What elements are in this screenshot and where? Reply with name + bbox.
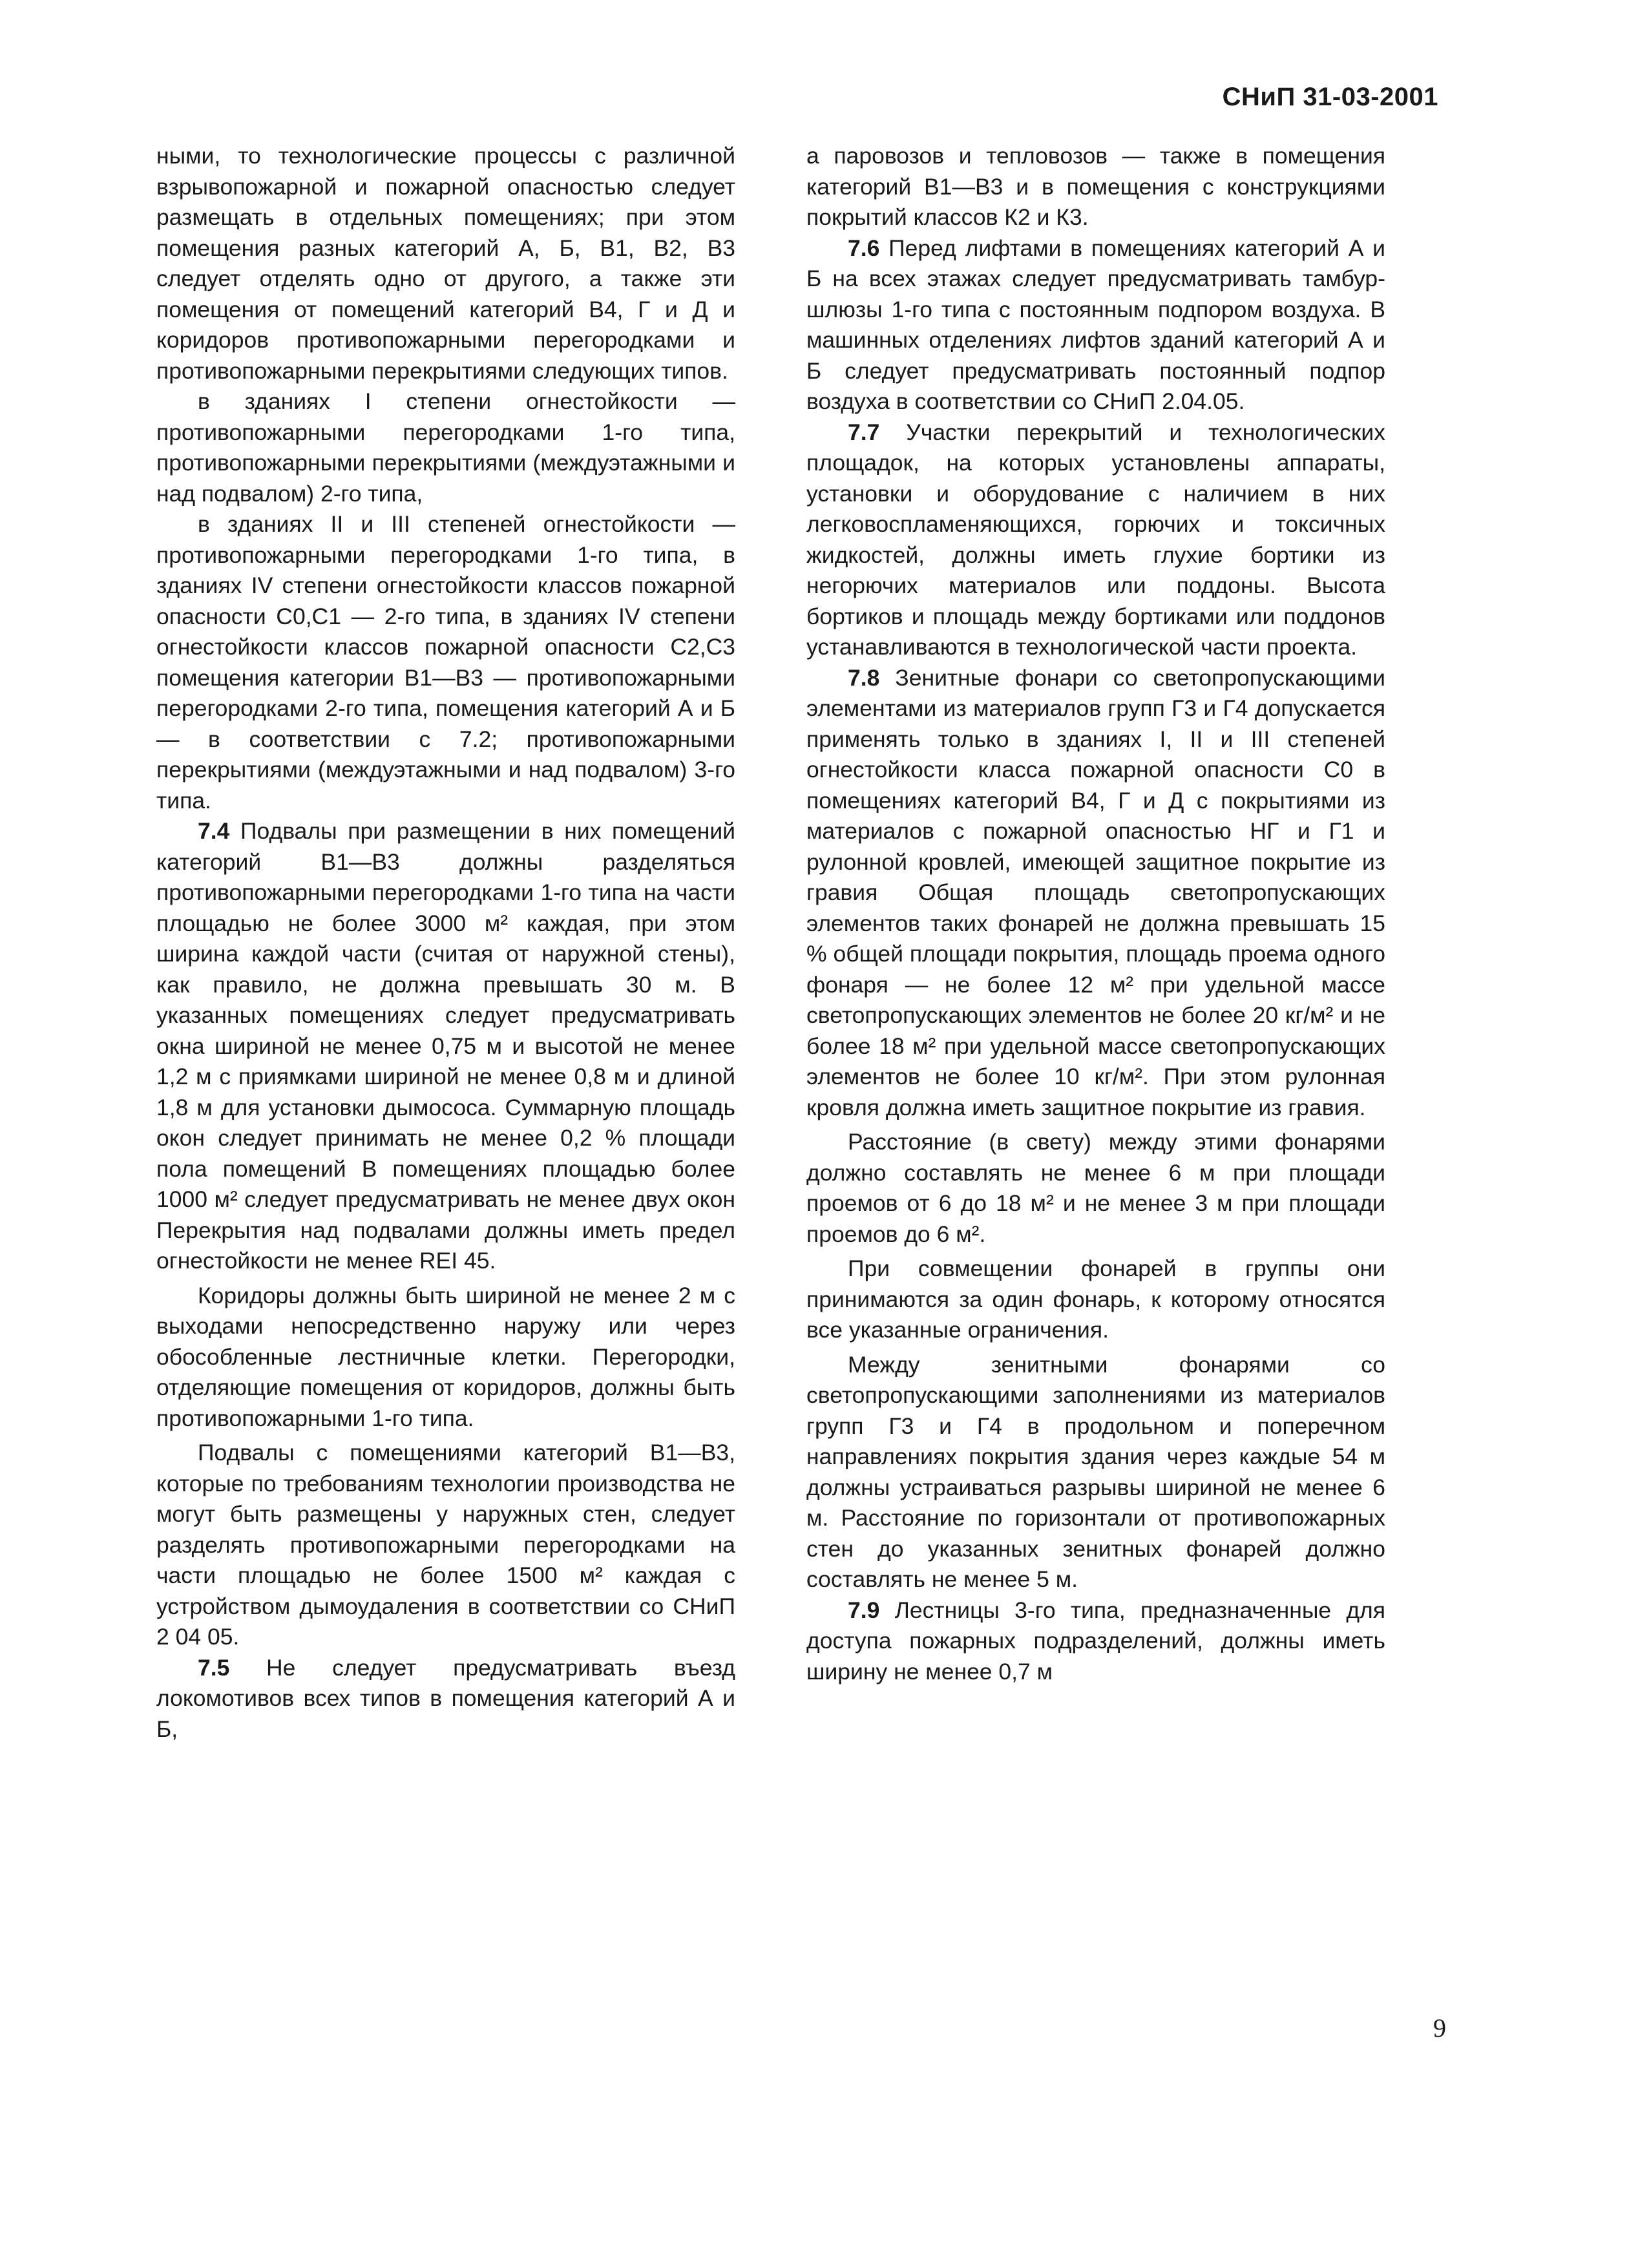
paragraph-text: Перед лифтами в помещениях категорий А и Б на всех этажах следует предусматривать тамбур-шлюзы 1-го типа с постоянным подпором воздуха. В машинных отделениях лифтов зданий категорий А и Б следует предусматривать постоянный подпор воздуха в соответствии со СНиП 2.04.05. [806, 235, 1385, 414]
paragraph-text: При совмещении фонарей в группы они принимаются за один фонарь, к которому относятся все указанные ограничения. [806, 1255, 1385, 1343]
paragraph [156, 1438, 735, 1653]
paragraph [806, 141, 1385, 233]
paragraph [156, 386, 735, 509]
paragraph [156, 509, 735, 816]
paragraph-text: Коридоры должны быть шириной не менее 2 м с выходами непосредственно наружу или через обособленные лестничные клетки. Перегородки, отделяющие помещения от коридоров, должны быть противопожарными 1-го типа. [156, 1282, 735, 1431]
document-code-header: СНиП 31-03-2001 [1222, 83, 1438, 111]
paragraph-text: Подвалы при размещении в них помещений категорий В1—В3 должны разделяться противопожарными перегородками 1-го типа на части площадью не более 3000 м² каждая, при этом ширина каждой части (считая от наружной стены), как правило, не должна превышать 30 м. В указанных помещениях следует предусматривать окна шириной не менее 0,75 м и высотой не менее 1,2 м с приямками шириной не менее 0,8 м и длиной 1,8 м для установки дымососа. Суммарную площадь окон следует принимать не менее 0,2 % площади пола помещений В помещениях площадью более 1000 м² следует предусматривать не менее двух окон Перекрытия над подвалами должны иметь предел огнестойкости не менее REI 45. [156, 818, 735, 1274]
paragraph-text: Подвалы с помещениями категорий В1—В3, которые по требованиям технологии производства не могут быть размещены у наружных стен, следует разделять противопожарными перегородками на части площадью не более 1500 м² каждая с устройством дымоудаления в соответствии со СНиП 2 04 05. [156, 1440, 735, 1650]
clause-7-5 [156, 1653, 735, 1745]
clause-number: 7.6 [848, 235, 880, 261]
right-text-column [806, 141, 1385, 1687]
page-number: 9 [1433, 2013, 1446, 2042]
paragraph [156, 141, 735, 386]
clause-7-7 [806, 417, 1385, 663]
paragraph-text: Не следует предусматривать въезд локомотивов всех типов в помещения категорий А и Б, [156, 1654, 735, 1742]
clause-7-8 [806, 663, 1385, 1124]
paragraph-text: а паровозов и тепловозов — также в помещения категорий В1—В3 и в помещения с конструкциями покрытий классов К2 и К3. [806, 143, 1385, 230]
clause-number: 7.4 [198, 818, 230, 844]
clause-7-4 [156, 816, 735, 1277]
paragraph-text: Между зенитными фонарями со светопропускающими заполнениями из материалов групп Г3 и Г4 в продольном и поперечном направлениях покрытия здания через каждые 54 м должны устраиваться разрывы шириной не менее 6 м. Расстояние по горизонтали от противопожарных стен до указанных зенитных фонарей должно составлять не менее 5 м. [806, 1351, 1385, 1592]
clause-number: 7.9 [848, 1597, 880, 1623]
paragraph-text: Расстояние (в свету) между этими фонарями должно составлять не менее 6 м при площади проемов от 6 до 18 м² и не менее 3 м при площади проемов до 6 м². [806, 1129, 1385, 1247]
paragraph-text: Участки перекрытий и технологических площадок, на которых установлены аппараты, установки и оборудование с наличием в них легковоспламеняющихся, горючих и токсичных жидкостей, должны иметь глухие бортики из негорючих материалов или поддоны. Высота бортиков и площадь между бортиками или поддонов устанавливаются в технологической части проекта. [806, 419, 1385, 660]
paragraph-text: ными, то технологические процессы с различной взрывопожарной и пожарной опасностью следует размещать в отдельных помещениях; при этом помещения разных категорий А, Б, В1, В2, В3 следует отделять одно от другого, а также эти помещения от помещений категорий В4, Г и Д и коридоров противопожарными перегородками и противопожарными перекрытиями следующих типов. [156, 143, 735, 384]
clause-7-6 [806, 233, 1385, 417]
paragraph [156, 1281, 735, 1434]
paragraph [806, 1254, 1385, 1346]
paragraph [806, 1127, 1385, 1250]
paragraph-text: в зданиях I степени огнестойкости — противопожарными перегородками 1-го типа, противопожарными перекрытиями (междуэтажными и над подвалом) 2-го типа, [156, 388, 735, 507]
paragraph-text: Лестницы 3-го типа, предназначенные для доступа пожарных подразделений, должны иметь ширину не менее 0,7 м [806, 1597, 1385, 1685]
clause-7-9 [806, 1595, 1385, 1688]
paragraph-text: Зенитные фонари со светопропускающими элементами из материалов групп Г3 и Г4 допускается применять только в зданиях I, II и III степеней огнестойкости класса пожарной опасности С0 в помещениях категорий В4, Г и Д с покрытиями из материалов с пожарной опасностью НГ и Г1 и рулонной кровлей, имеющей защитное покрытие из гравия Общая площадь светопропускающих элементов таких фонарей не должна превышать 15 % общей площади покрытия, площадь проема одного фонаря — не более 12 м² при удельной массе светопропускающих элементов не более 20 кг/м² и не более 18 м² при удельной массе светопропускающих элементов не более 10 кг/м². При этом рулонная кровля должна иметь защитное покрытие из гравия. [806, 664, 1385, 1120]
clause-number: 7.5 [198, 1654, 230, 1681]
clause-number: 7.7 [848, 419, 880, 445]
paragraph-text: в зданиях II и III степеней огнестойкости — противопожарными перегородками 1-го типа, в зданиях IV степени огнестойкости классов пожарной опасности С0,С1 — 2-го типа, в зданиях IV степени огнестойкости классов пожарной опасности С2,С3 помещения категории В1—В3 — противопожарными перегородками 2-го типа, помещения категорий А и Б — в соответствии с 7.2; противопожарными перекрытиями (междуэтажными и над подвалом) 3-го типа. [156, 511, 735, 814]
left-text-column [156, 141, 735, 1745]
clause-number: 7.8 [848, 664, 880, 691]
paragraph [806, 1350, 1385, 1595]
